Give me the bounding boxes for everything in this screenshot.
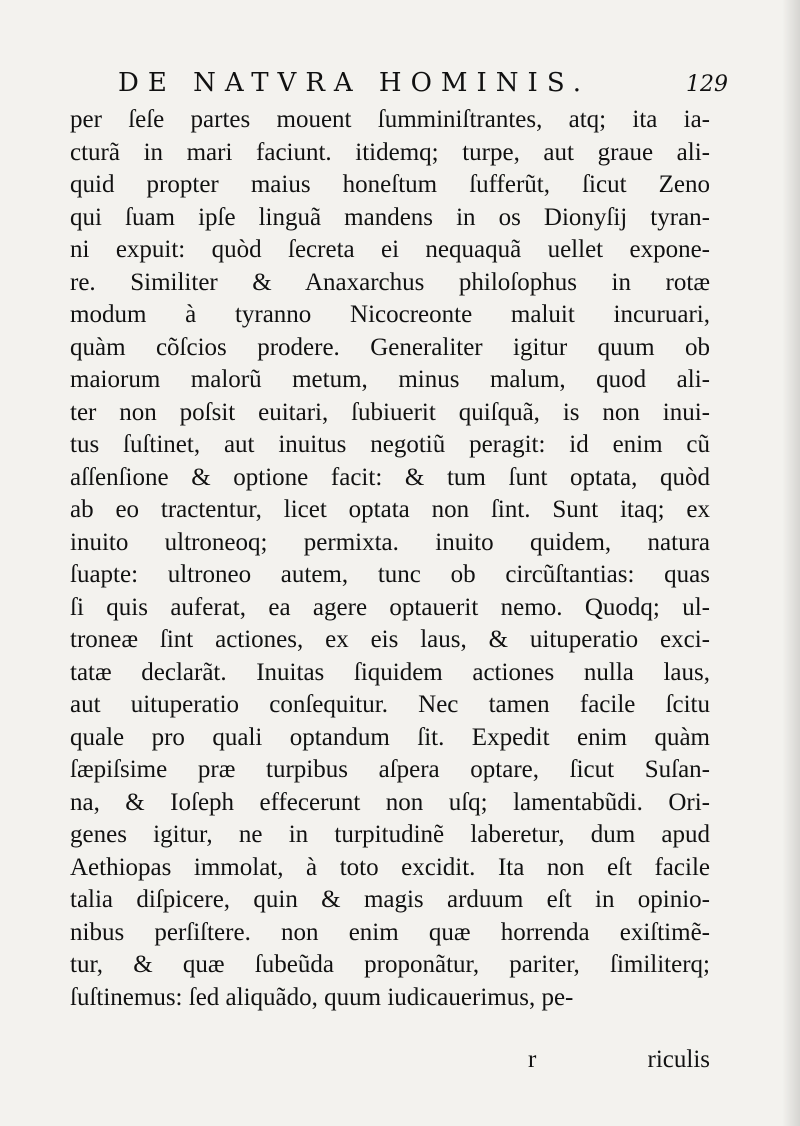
text-line: tus ſuſtinet, aut inuitus negotiũ peragit: id enim cũ	[70, 431, 710, 458]
text-line: troneæ ſint actiones, ex eis laus, & uituperatio exci-	[70, 626, 710, 653]
text-line: re. Similiter & Anaxarchus philoſophus in rotæ	[70, 268, 710, 296]
page-edge-shadow	[782, 0, 800, 1126]
running-head: DE NATVRA HOMINIS.	[118, 68, 590, 98]
page-number: 129	[686, 72, 728, 97]
text-line: ab eo tractentur, licet optata non ſint. Sunt itaq; ex	[70, 496, 710, 523]
text-line: cturã in mari faciunt. itidemq; turpe, aut graue ali-	[70, 138, 710, 166]
catchword: riculis	[647, 1046, 710, 1073]
text-line: ni expuit: quòd ſecreta ei nequaquã uellet expone-	[70, 236, 710, 263]
text-line: tatæ declarãt. Inuitas ſiquidem actiones nulla laus,	[70, 658, 710, 686]
text-line: Aethiopas immolat, à toto excidit. Ita non eſt facile	[70, 853, 710, 881]
body-text	[70, 104, 710, 1014]
text-line: ſuſtinemus: ſed aliquãdo, quum iudicauerimus, pe-	[70, 983, 574, 1011]
text-line: genes igitur, ne in turpitudinẽ laberetur, dum apud	[70, 821, 710, 848]
text-line: ter non poſsit euitari, ſubiuerit quiſquã, is non inui-	[70, 398, 710, 426]
text-line: quale pro quali optandum ſit. Expedit enim quàm	[70, 723, 710, 751]
text-line: per ſeſe partes mouent ſumminiſtrantes, atq; ita ia-	[70, 106, 710, 133]
page-footer	[70, 1040, 710, 1080]
text-line: quid propter maius honeſtum ſufferũt, ſicut Zeno	[70, 171, 710, 198]
text-line: ſuapte: ultroneo autem, tunc ob circũſtantias: quas	[70, 561, 710, 588]
text-line: modum à tyranno Nicocreonte maluit incuruari,	[70, 301, 710, 328]
text-line: maiorum malorũ metum, minus malum, quod ali-	[70, 366, 710, 393]
text-line: quàm cõſcios prodere. Generaliter igitur quum ob	[70, 333, 710, 361]
text-line: talia diſpicere, quin & magis arduum eſt in opinio-	[70, 886, 710, 913]
text-line: tur, & quæ ſubeũda proponãtur, pariter, ſimiliterq;	[70, 951, 710, 978]
text-line: na, & Ioſeph effecerunt non uſq; lamentabũdi. Ori-	[70, 788, 710, 816]
text-line: ſæpiſsime præ turpibus aſpera optare, ſicut Suſan-	[70, 756, 710, 783]
text-line: ſi quis auferat, ea agere optauerit nemo. Quodq; ul-	[70, 593, 710, 621]
text-line: aut uituperatio conſequitur. Nec tamen facile ſcitu	[70, 691, 710, 718]
text-line: nibus perſiſtere. non enim quæ horrenda exiſtimẽ-	[70, 918, 710, 946]
text-line: aſſenſione & optione facit: & tum ſunt optata, quòd	[70, 463, 710, 491]
text-line: inuito ultroneoq; permixta. inuito quidem, natura	[70, 528, 710, 556]
signature-mark: r	[528, 1046, 537, 1073]
page-header	[118, 66, 728, 100]
text-line: qui ſuam ipſe linguã mandens in os Dionyſij tyran-	[70, 203, 710, 231]
